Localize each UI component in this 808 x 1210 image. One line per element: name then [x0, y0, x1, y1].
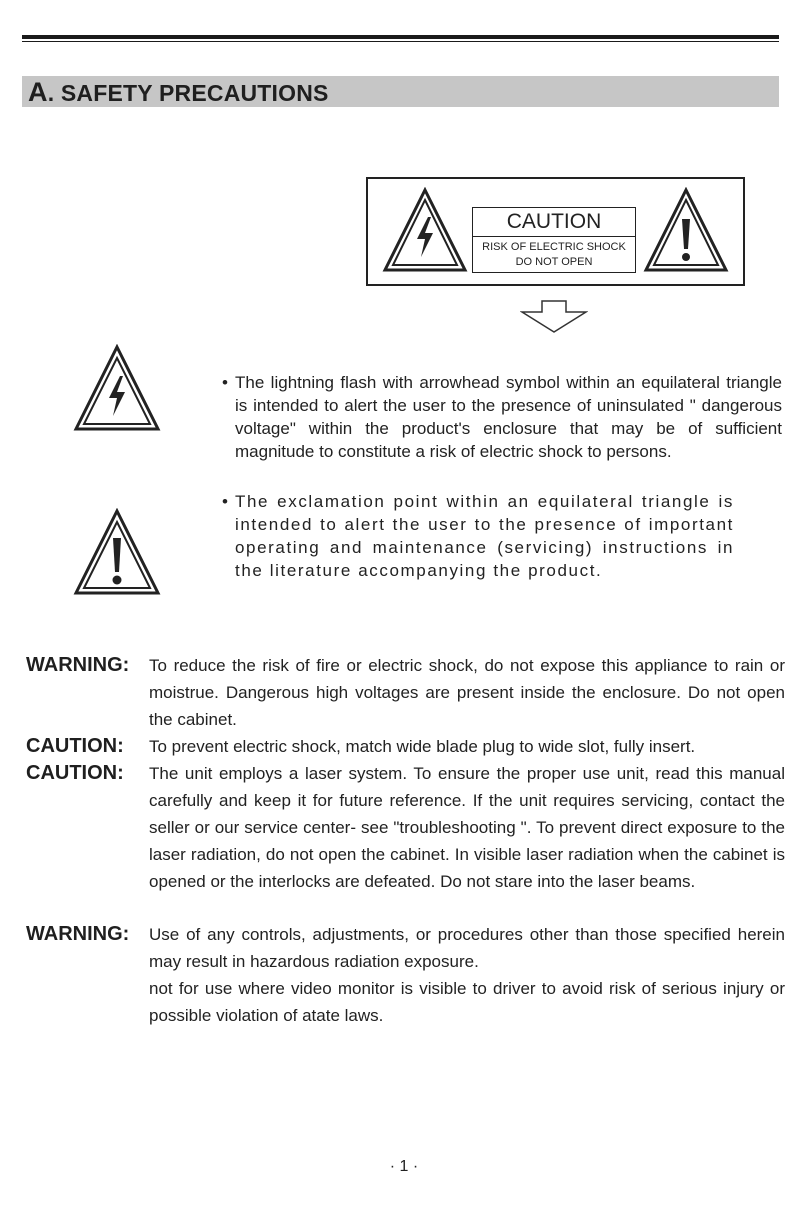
notice-paragraph: To prevent electric shock, match wide blade plug to wide slot, fully insert. [149, 737, 696, 756]
notice-tag: CAUTION: [26, 762, 124, 784]
down-arrow-icon [520, 300, 588, 334]
caution-label-line-2: DO NOT OPEN [515, 256, 593, 268]
section-letter: A [28, 77, 48, 107]
notice-tag: CAUTION: [26, 735, 124, 757]
bullet-marker: • [222, 492, 230, 511]
notice-body [149, 733, 785, 760]
bullet-text: The lightning flash with arrowhead symbol within an equilateral triangle is intended to alert the user to the presence of uninsulated " dangerous voltage" within the product's enclosure that may be of sufficient magnitude to constitute a risk of electric shock to persons. [235, 373, 782, 461]
caution-label-line-1: RISK OF ELECTRIC SHOCK [482, 241, 626, 253]
exclamation-triangle-icon [72, 508, 162, 596]
caution-label-box [472, 207, 636, 273]
notice-body [149, 760, 785, 895]
lightning-triangle-icon [72, 344, 162, 432]
notice-paragraph: not for use where video monitor is visible to driver to avoid risk of serious injury or possible violation of atate laws. [149, 979, 785, 1025]
section-header-bar [22, 76, 779, 107]
exclamation-symbol-description [222, 490, 734, 582]
lightning-triangle-icon [382, 187, 468, 273]
caution-label [366, 177, 745, 286]
exclamation-triangle-icon [643, 187, 729, 273]
notice-tag: WARNING: [26, 654, 130, 676]
bullet-marker: • [222, 373, 228, 392]
bullet-text: The exclamation point within an equilateral triangle is intended to alert the user to the presence of important operating and maintenance (servicing) instructions in the literature accompanying the product. [235, 492, 734, 580]
section-title [28, 78, 329, 107]
notice-body [149, 921, 785, 1029]
notice-paragraph: To reduce the risk of fire or electric shock, do not expose this appliance to rain or moistrue. Dangerous high voltages are present inside the enclosure. Do not open the cabinet. [149, 656, 785, 729]
notice-paragraph: Use of any controls, adjustments, or procedures other than those specified herein may result in hazardous radiation exposure. [149, 925, 785, 971]
lightning-symbol-description [222, 371, 782, 463]
notice-tag: WARNING: [26, 923, 130, 945]
page-number: · 1 · [389, 1158, 419, 1175]
header-rule-thin [22, 41, 779, 42]
header-rule-thick [22, 35, 779, 39]
section-title-text: . SAFETY PRECAUTIONS [47, 80, 329, 106]
notice-body [149, 652, 785, 733]
notice-paragraph: The unit employs a laser system. To ensure the proper use unit, read this manual carefully and keep it for future reference. If the unit requires servicing, contact the seller or our service center- see "troubleshooting ". To prevent direct exposure to the laser radiation, do not open the cabinet. In visible laser radiation when the cabinet is opened or the interlocks are defeated. Do not stare into the laser beams. [149, 764, 785, 891]
caution-label-heading: CAUTION [473, 208, 635, 237]
